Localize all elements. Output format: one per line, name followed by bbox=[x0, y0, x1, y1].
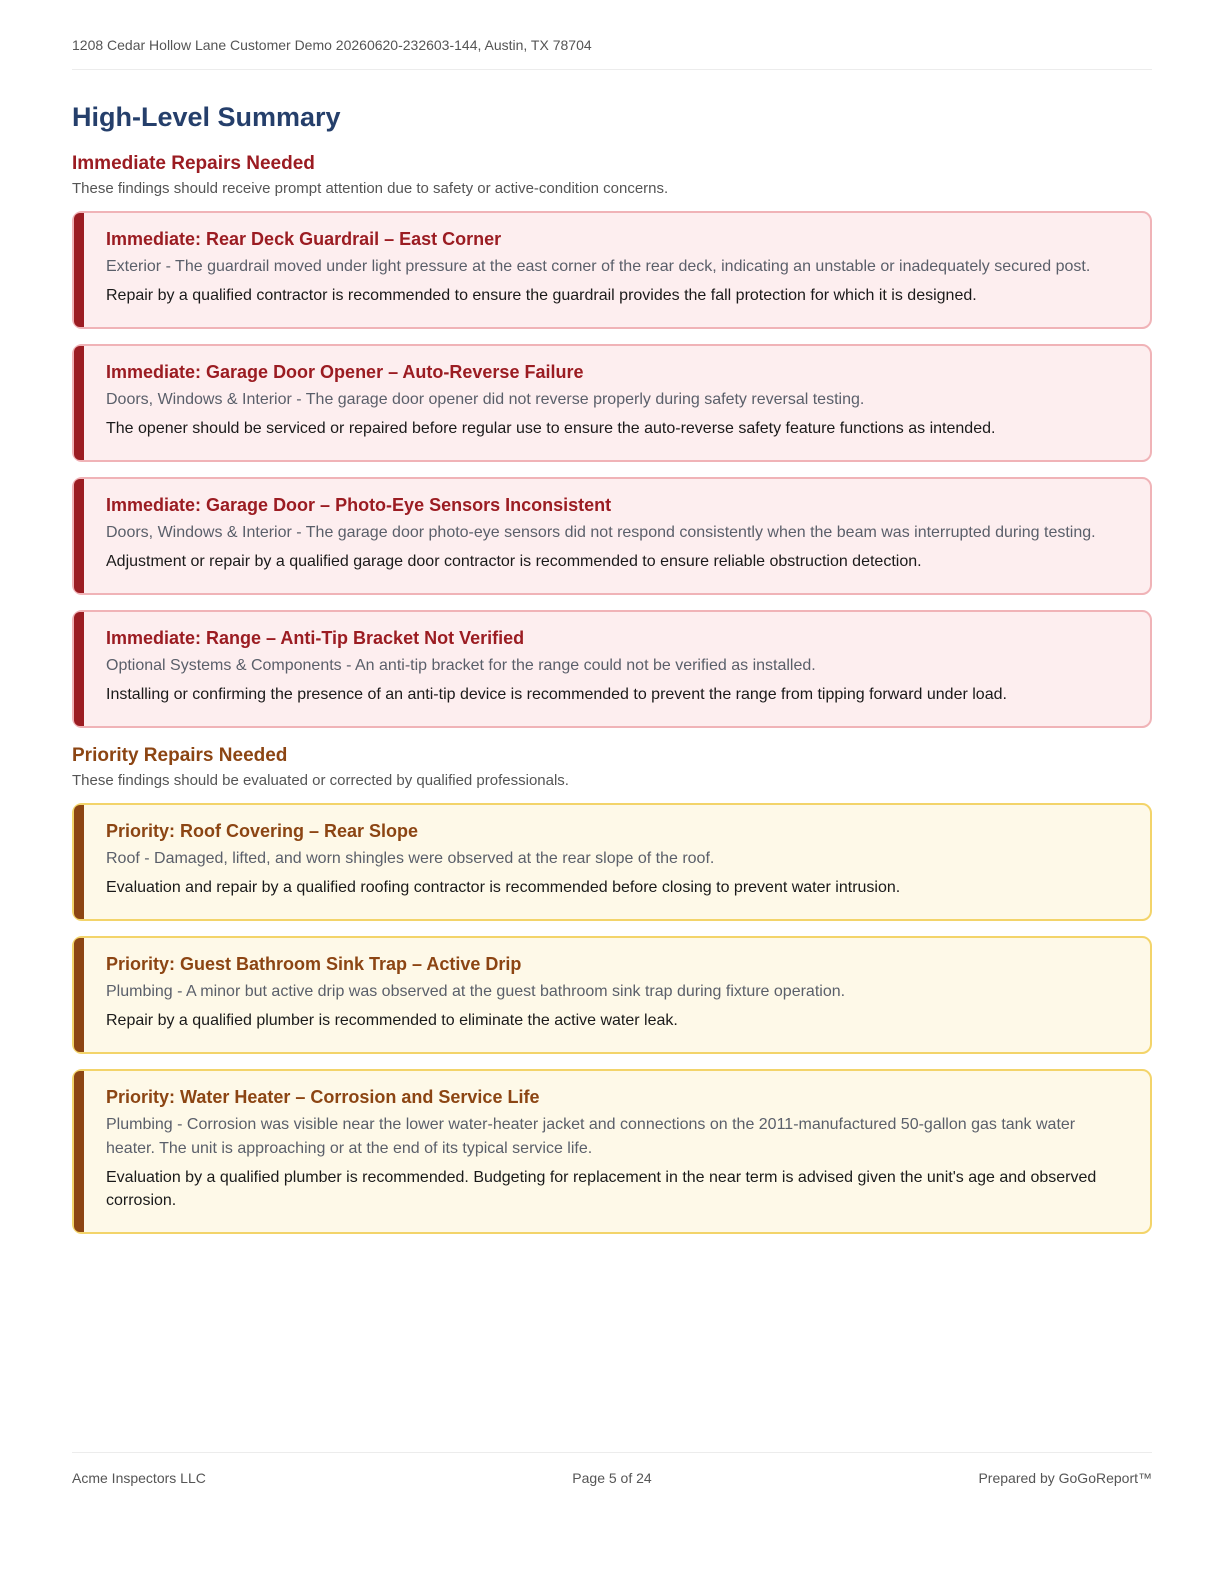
finding-observation: Plumbing - A minor but active drip was observed at the guest bathroom sink trap during fixture operation. bbox=[106, 983, 846, 1000]
priority-description: These findings should be evaluated or corrected by qualified professionals. bbox=[72, 772, 569, 789]
finding-title: Priority: Water Heater – Corrosion and Service Life bbox=[106, 1087, 540, 1107]
summary-content bbox=[72, 100, 1152, 1249]
finding-recommendation: Repair by a qualified plumber is recommended to eliminate the active water leak. bbox=[106, 1012, 678, 1029]
priority-section bbox=[72, 744, 1152, 1234]
finding-recommendation: Evaluation by a qualified plumber is recommended. Budgeting for replacement in the near term is advised given the unit's age and observed corrosion. bbox=[106, 1169, 1097, 1209]
finding-recommendation: Repair by a qualified contractor is recommended to ensure the guardrail provides the fall protection for which it is designed. bbox=[106, 287, 977, 304]
page-title: High-Level Summary bbox=[72, 102, 341, 132]
finding-card bbox=[72, 1069, 1152, 1234]
immediate-description: These findings should receive prompt attention due to safety or active-condition concerns. bbox=[72, 180, 669, 197]
finding-card bbox=[72, 610, 1152, 728]
finding-observation: Plumbing - Corrosion was visible near the lower water-heater jacket and connections on the 2011-manufactured 50-gallon gas tank water heater. The unit is approaching or at the end of its typical service life. bbox=[106, 1116, 1076, 1157]
footer-prepared-by: Prepared by GoGoReport™ bbox=[978, 1470, 1152, 1486]
header-divider bbox=[72, 69, 1152, 70]
finding-recommendation: The opener should be serviced or repaired before regular use to ensure the auto-reverse safety feature functions as intended. bbox=[106, 420, 996, 437]
footer-divider bbox=[72, 1452, 1152, 1453]
finding-observation: Doors, Windows & Interior - The garage door opener did not reverse properly during safety reversal testing. bbox=[106, 391, 865, 408]
finding-recommendation: Adjustment or repair by a qualified garage door contractor is recommended to ensure reliable obstruction detection. bbox=[106, 553, 922, 570]
finding-title: Immediate: Range – Anti-Tip Bracket Not Verified bbox=[106, 628, 525, 648]
finding-title: Priority: Guest Bathroom Sink Trap – Active Drip bbox=[106, 954, 522, 974]
finding-observation: Optional Systems & Components - An anti-tip bracket for the range could not be verified as installed. bbox=[106, 657, 816, 674]
finding-card bbox=[72, 344, 1152, 462]
report-page bbox=[72, 0, 1152, 1584]
finding-recommendation: Installing or confirming the presence of an anti-tip device is recommended to prevent the range from tipping forward under load. bbox=[106, 686, 1007, 703]
finding-card bbox=[72, 477, 1152, 595]
finding-observation: Exterior - The guardrail moved under light pressure at the east corner of the rear deck, indicating an unstable or inadequately secured post. bbox=[106, 258, 1091, 275]
finding-observation: Roof - Damaged, lifted, and worn shingles were observed at the rear slope of the roof. bbox=[106, 850, 715, 867]
finding-title: Immediate: Garage Door Opener – Auto-Reverse Failure bbox=[106, 362, 584, 382]
finding-title: Immediate: Rear Deck Guardrail – East Corner bbox=[106, 229, 502, 249]
finding-recommendation: Evaluation and repair by a qualified roofing contractor is recommended before closing to prevent water intrusion. bbox=[106, 879, 901, 896]
page-header-address: 1208 Cedar Hollow Lane Customer Demo 20260620-232603-144, Austin, TX 78704 bbox=[72, 37, 592, 53]
immediate-heading: Immediate Repairs Needed bbox=[72, 153, 315, 174]
priority-heading: Priority Repairs Needed bbox=[72, 745, 288, 766]
footer-page-number: Page 5 of 24 bbox=[572, 1470, 652, 1486]
footer-company: Acme Inspectors LLC bbox=[72, 1470, 206, 1486]
finding-observation: Doors, Windows & Interior - The garage door photo-eye sensors did not respond consistently when the beam was interrupted during testing. bbox=[106, 524, 1096, 541]
finding-card bbox=[72, 803, 1152, 921]
finding-card bbox=[72, 936, 1152, 1054]
finding-title: Immediate: Garage Door – Photo-Eye Sensors Inconsistent bbox=[106, 495, 612, 515]
finding-title: Priority: Roof Covering – Rear Slope bbox=[106, 821, 419, 841]
immediate-section bbox=[72, 152, 1152, 728]
finding-card bbox=[72, 211, 1152, 329]
